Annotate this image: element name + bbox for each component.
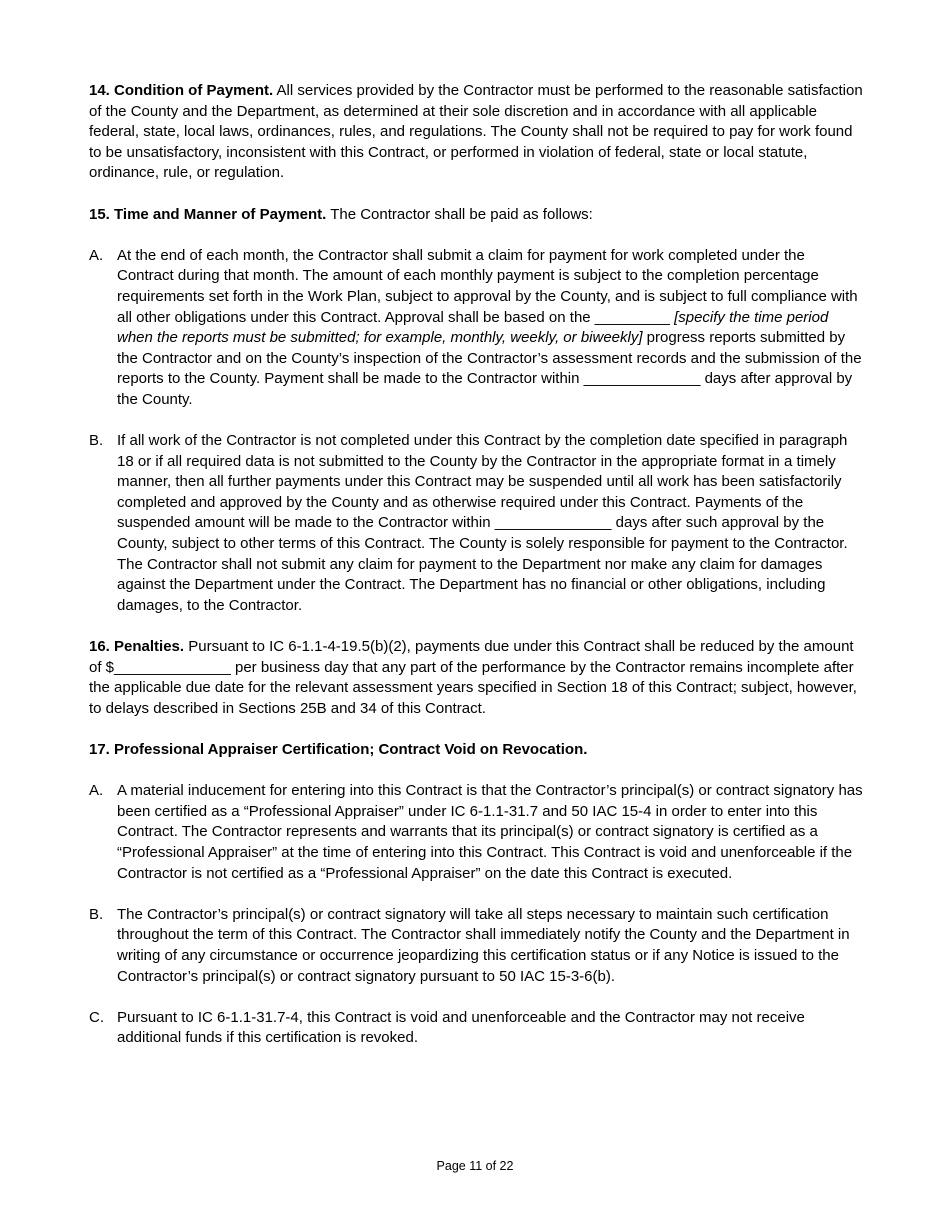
item-text: [117, 246, 864, 411]
section-16-text: Pursuant to IC 6-1.1-4-19.5(b)(2), payments due under this Contract shall be reduced by the amount of $______________ per business day that any part of the performance by the Contractor remains incomplete after the applicable due date for the relevant assessment years specified in Section 18 of this Contract; subject, however, to delays described in Sections 25B and 34 of this Contract.: [89, 638, 857, 717]
section-17-item-c: [89, 1008, 864, 1049]
section-15-text: The Contractor shall be paid as follows:: [326, 205, 593, 223]
item-marker: B.: [89, 432, 104, 450]
page-number: Page 11 of 22: [436, 1159, 514, 1173]
section-14-text: All services provided by the Contractor must be performed to the reasonable satisfaction of the County and the Department, as determined at their sole discretion and in accordance with all applicable federal, state, local laws, ordinances, rules, and regulations. The County shall not be required to pay for work found to be unsatisfactory, inconsistent with this Contract, or performed in violation of federal, state or local statute, ordinance, rule, or regulation.: [89, 82, 863, 182]
section-15: [89, 205, 864, 226]
section-14: [89, 81, 864, 184]
item-marker: C.: [89, 1008, 104, 1026]
item-text: A material inducement for entering into this Contract is that the Contractor’s principal(s) or contract signatory has been certified as a “Professional Appraiser” under IC 6-1.1-31.7 and 50 IAC 15-4 in order to enter into this Contract. The Contractor represents and warrants that its principal(s) or contract signatory is certified as a “Professional Appraiser” at the time of entering into this Contract. This Contract is void and unenforceable if the Contractor is not certified as a “Professional Appraiser” on the date this Contract is executed.: [117, 782, 863, 882]
document-page: [89, 81, 864, 1070]
item-marker: A.: [89, 782, 104, 800]
item-text-part: progress reports submitted by the Contractor and on the County’s inspection of the Contractor’s assessment records and the submission of the reports to the County. Payment shall be made to the Contractor within ______________ days after approval by the County.: [117, 329, 862, 408]
section-15-item-b: [89, 431, 864, 616]
item-marker: B.: [89, 905, 104, 923]
item-text: Pursuant to IC 6-1.1-31.7-4, this Contract is void and unenforceable and the Contractor may not receive additional funds if this certification is revoked.: [117, 1008, 805, 1047]
section-15-item-a: [89, 246, 864, 411]
section-16: [89, 637, 864, 719]
item-text-italic: [specify the time period when the reports must be submitted; for example, monthly, weekly, or biweekly]: [117, 308, 829, 347]
item-text: If all work of the Contractor is not completed under this Contract by the completion date specified in paragraph 18 or if all required data is not submitted to the County by the Contractor in the appropriate format in a timely manner, then all further payments under this Contract may be suspended until all work has been satisfactorily completed and approved by the County and as otherwise required under this Contract. Payments of the suspended amount will be made to the Contractor within ______________ days after such approval by the County, subject to other terms of this Contract. The County is solely responsible for payment to the Contractor. The Contractor shall not submit any claim for payment to the Department nor make any claim for damages against the Department under the Contract. The Department has no financial or other obligations, including damages, to the Contractor.: [117, 432, 848, 614]
section-17: [89, 740, 864, 761]
section-15-heading: 15. Time and Manner of Payment.: [89, 205, 327, 223]
item-text-part: At the end of each month, the Contractor shall submit a claim for payment for work completed under the Contract during that month. The amount of each monthly payment is subject to the completion percentage requirements set forth in the Work Plan, subject to approval by the County, and is subject to full compliance with all other obligations under this Contract. Approval shall be based on the _________: [117, 246, 858, 326]
item-marker: A.: [89, 246, 104, 264]
section-17-item-b: [89, 905, 864, 987]
section-16-heading: 16. Penalties.: [89, 638, 185, 656]
section-17-item-a: [89, 781, 864, 884]
section-14-heading: 14. Condition of Payment.: [89, 82, 274, 99]
section-17-heading: 17. Professional Appraiser Certification; Contract Void on Revocation.: [89, 741, 588, 758]
item-text: The Contractor’s principal(s) or contract signatory will take all steps necessary to maintain such certification throughout the term of this Contract. The Contractor shall immediately notify the County and the Department in writing of any circumstance or occurrence jeopardizing this certification status or if any Notice is issued to the Contractor’s principal(s) or contract signatory pursuant to 50 IAC 15-3-6(b).: [117, 905, 850, 985]
